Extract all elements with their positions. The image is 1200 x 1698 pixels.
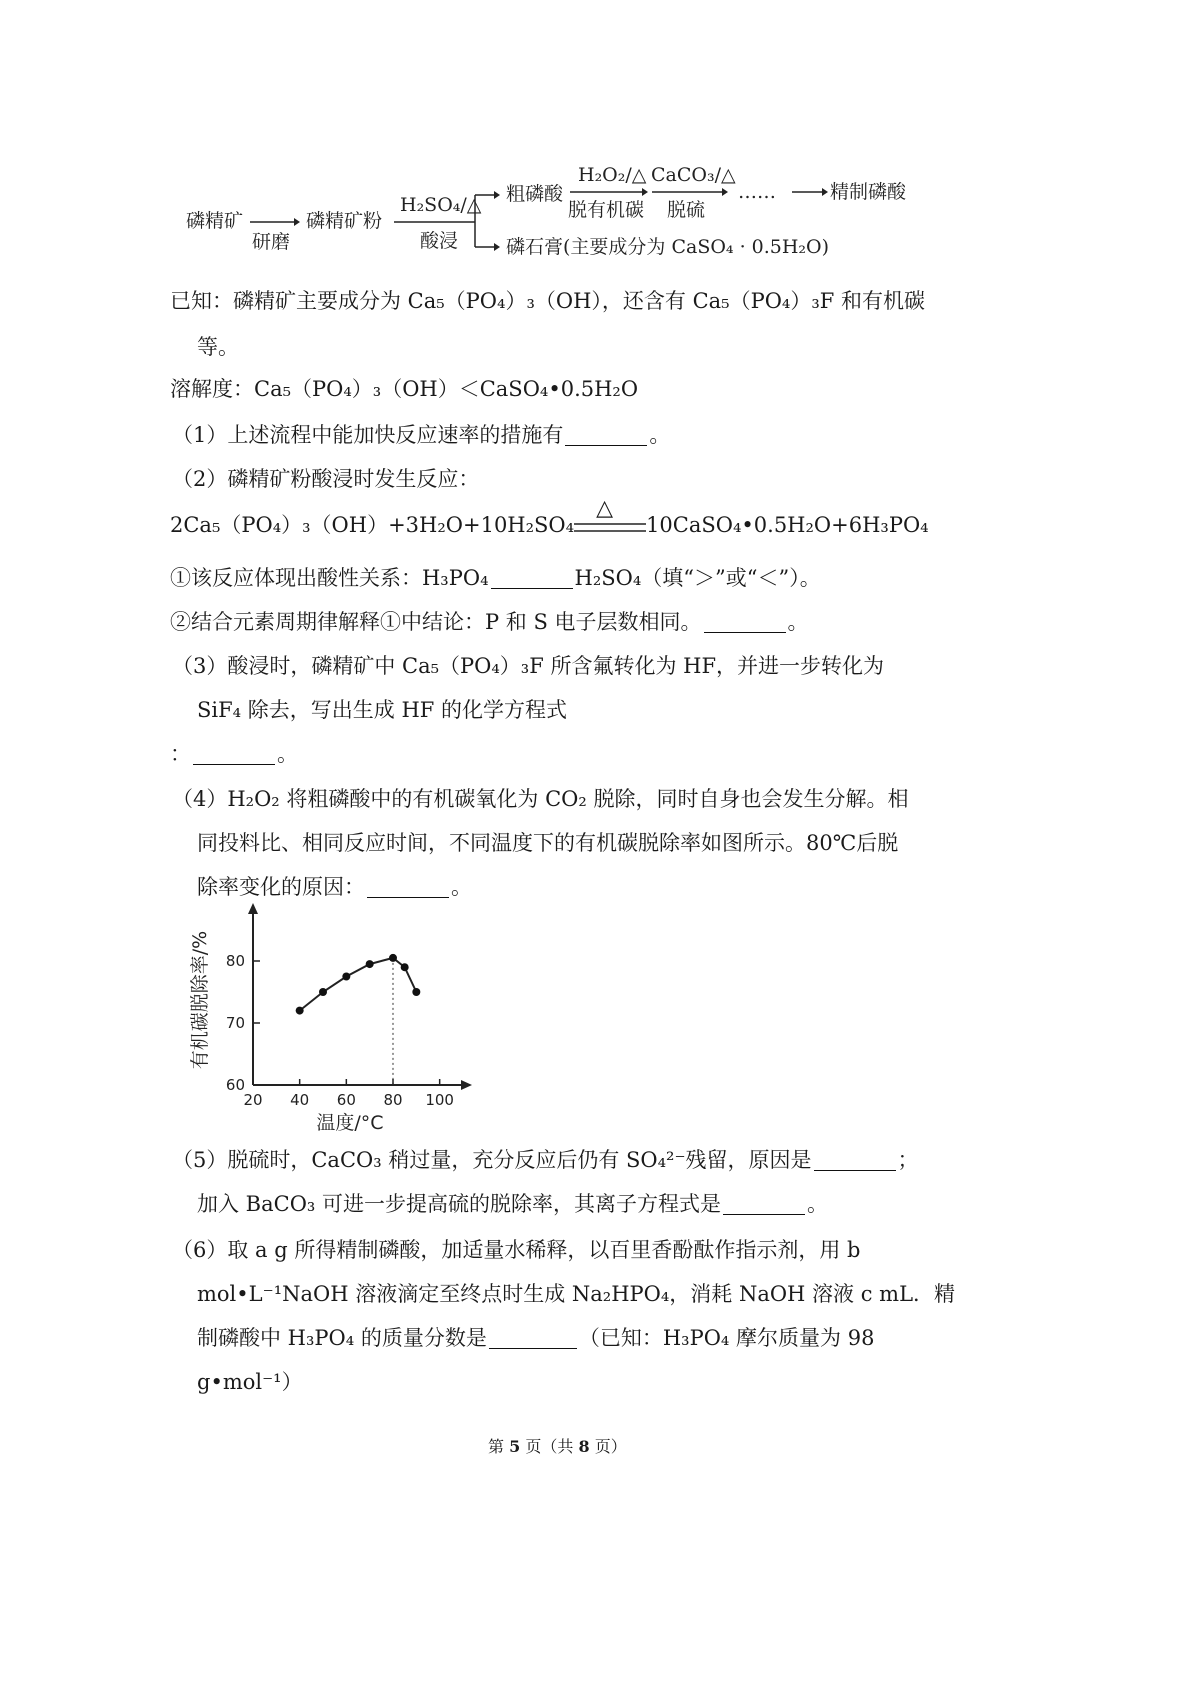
data-point	[366, 960, 374, 968]
question-6-pre: 制磷酸中 H₃PO₄ 的质量分数是	[197, 1326, 487, 1350]
flow-refined-acid: 精制磷酸	[830, 181, 907, 203]
flow-mineral: 磷精矿	[186, 210, 244, 232]
question-6-post: （已知：H₃PO₄ 摩尔质量为 98	[578, 1326, 875, 1350]
question-5-end: ；	[897, 1148, 919, 1172]
question-3-line-1: （3）酸浸时，磷精矿中 Ca₅（PO₄）₃F 所含氟转化为 HF，并进一步转化为	[172, 654, 885, 678]
x-tick-label: 20	[243, 1091, 263, 1109]
flow-grinding: 研磨	[252, 231, 291, 253]
x-tick-label: 100	[425, 1091, 454, 1109]
question-2: （2）磷精矿粉酸浸时发生反应：	[172, 467, 480, 491]
series-line	[300, 958, 417, 1011]
question-4-pre: 除率变化的原因：	[197, 875, 365, 899]
footer-prefix: 第	[488, 1437, 505, 1456]
question-1-text: （1）上述流程中能加快反应速率的措施有	[172, 423, 564, 447]
question-3-line-2: SiF₄ 除去，写出生成 HF 的化学方程式	[197, 698, 568, 722]
equation-condition	[574, 495, 646, 537]
question-4-line-2: 同投料比、相同反应时间，不同温度下的有机碳脱除率如图所示。80℃后脱	[197, 831, 899, 855]
answer-blank-6[interactable]	[489, 1328, 577, 1349]
question-2b-end: 。	[787, 610, 809, 634]
y-tick-label: 80	[225, 952, 245, 970]
equation-left: 2Ca₅（PO₄）₃（OH）+3H₂O+10H₂SO₄	[170, 513, 575, 537]
question-6-line-1: （6）取 a g 所得精制磷酸，加适量水稀释，以百里香酚酞作指示剂，用 b	[172, 1238, 861, 1262]
data-point	[319, 988, 327, 996]
known-info-line-2: 等。	[197, 335, 239, 359]
page-number: 5	[509, 1437, 521, 1456]
footer-middle: 页（共	[525, 1437, 574, 1456]
question-5-pre: （5）脱硫时，CaCO₃ 稍过量，充分反应后仍有 SO₄²⁻残留，原因是	[172, 1148, 812, 1172]
solubility-line: 溶解度：Ca₅（PO₄）₃（OH）＜CaSO₄•0.5H₂O	[170, 377, 639, 401]
answer-blank-3[interactable]	[193, 744, 275, 765]
answer-blank-5b[interactable]	[723, 1194, 805, 1215]
question-1-end: 。	[649, 423, 671, 447]
y-tick-label: 60	[225, 1076, 245, 1094]
question-3-line-3	[170, 740, 298, 768]
flow-reagent-2: H₂O₂/△	[578, 164, 647, 186]
question-3-colon: ：	[170, 742, 191, 766]
question-5b-end: 。	[807, 1192, 829, 1216]
question-2a-post: H₂SO₄（填“＞”或“＜”）。	[574, 566, 821, 590]
x-axis-arrow	[461, 1080, 472, 1090]
data-point	[412, 988, 420, 996]
question-2a	[170, 564, 821, 592]
question-6-line-2: mol•L⁻¹NaOH 溶液滴定至终点时生成 Na₂HPO₄，消耗 NaOH 溶液 c mL．精	[197, 1282, 956, 1306]
question-2b	[170, 608, 809, 636]
x-tick-label: 40	[290, 1091, 310, 1109]
y-tick-label: 70	[225, 1014, 245, 1032]
flow-ellipsis: ……	[738, 181, 776, 203]
heat-symbol: △	[596, 495, 613, 521]
question-1	[172, 421, 670, 449]
y-axis-arrow	[248, 903, 258, 914]
flow-reagent-3: CaCO₃/△	[651, 164, 736, 186]
reaction-equation	[170, 495, 929, 539]
flow-desulfur: 脱硫	[667, 199, 706, 221]
y-axis-label: 有机碳脱除率/%	[189, 930, 211, 1070]
question-5-line-1	[172, 1146, 919, 1174]
flow-decarbon: 脱有机碳	[568, 199, 645, 221]
question-4-line-3	[197, 873, 472, 901]
x-axis-label: 温度/°C	[316, 1112, 384, 1134]
data-point	[389, 954, 397, 962]
decarbon-arrow	[568, 185, 650, 199]
question-3-end: 。	[277, 742, 298, 766]
flow-gypsum: 磷石膏(主要成分为 CaSO₄ · 0.5H₂O)	[506, 236, 830, 258]
question-4-end: 。	[451, 875, 472, 899]
flow-crude-acid: 粗磷酸	[506, 183, 564, 205]
data-point	[342, 973, 350, 981]
total-pages: 8	[578, 1437, 590, 1456]
flow-reagent-1: H₂SO₄/△	[400, 194, 482, 216]
data-point	[401, 963, 409, 971]
x-tick-label: 60	[336, 1091, 356, 1109]
desulfur-arrow	[650, 185, 730, 199]
equals-sign	[574, 521, 646, 535]
question-6-line-4: g•mol⁻¹）	[197, 1370, 303, 1394]
answer-blank-4[interactable]	[367, 877, 449, 898]
answer-blank-5a[interactable]	[814, 1150, 896, 1171]
data-point	[296, 1007, 304, 1015]
flow-acid-leach: 酸浸	[420, 230, 459, 252]
equation-right: 10CaSO₄•0.5H₂O+6H₃PO₄	[646, 513, 929, 537]
question-2b-pre: ②结合元素周期律解释①中结论：P 和 S 电子层数相同。	[170, 610, 702, 634]
answer-blank-2a[interactable]	[491, 568, 573, 589]
question-4-line-1: （4）H₂O₂ 将粗磷酸中的有机碳氧化为 CO₂ 脱除，同时自身也会发生分解。相	[172, 787, 909, 811]
x-tick-label: 80	[383, 1091, 403, 1109]
final-arrow	[790, 185, 830, 199]
flow-powder: 磷精矿粉	[306, 210, 383, 232]
question-5-line-2	[197, 1190, 828, 1218]
removal-rate-chart	[180, 900, 480, 1140]
question-5b-pre: 加入 BaCO₃ 可进一步提高硫的脱除率，其离子方程式是	[197, 1192, 722, 1216]
footer-suffix: 页）	[594, 1437, 627, 1456]
answer-blank-2b[interactable]	[704, 612, 786, 633]
page-footer	[488, 1437, 627, 1457]
question-2a-pre: ①该反应体现出酸性关系：H₃PO₄	[170, 566, 489, 590]
known-info-line-1: 已知：磷精矿主要成分为 Ca₅（PO₄）₃（OH），还含有 Ca₅（PO₄）₃F 和有机碳	[170, 289, 926, 313]
answer-blank-1[interactable]	[565, 425, 647, 446]
question-6-line-3	[197, 1324, 874, 1352]
